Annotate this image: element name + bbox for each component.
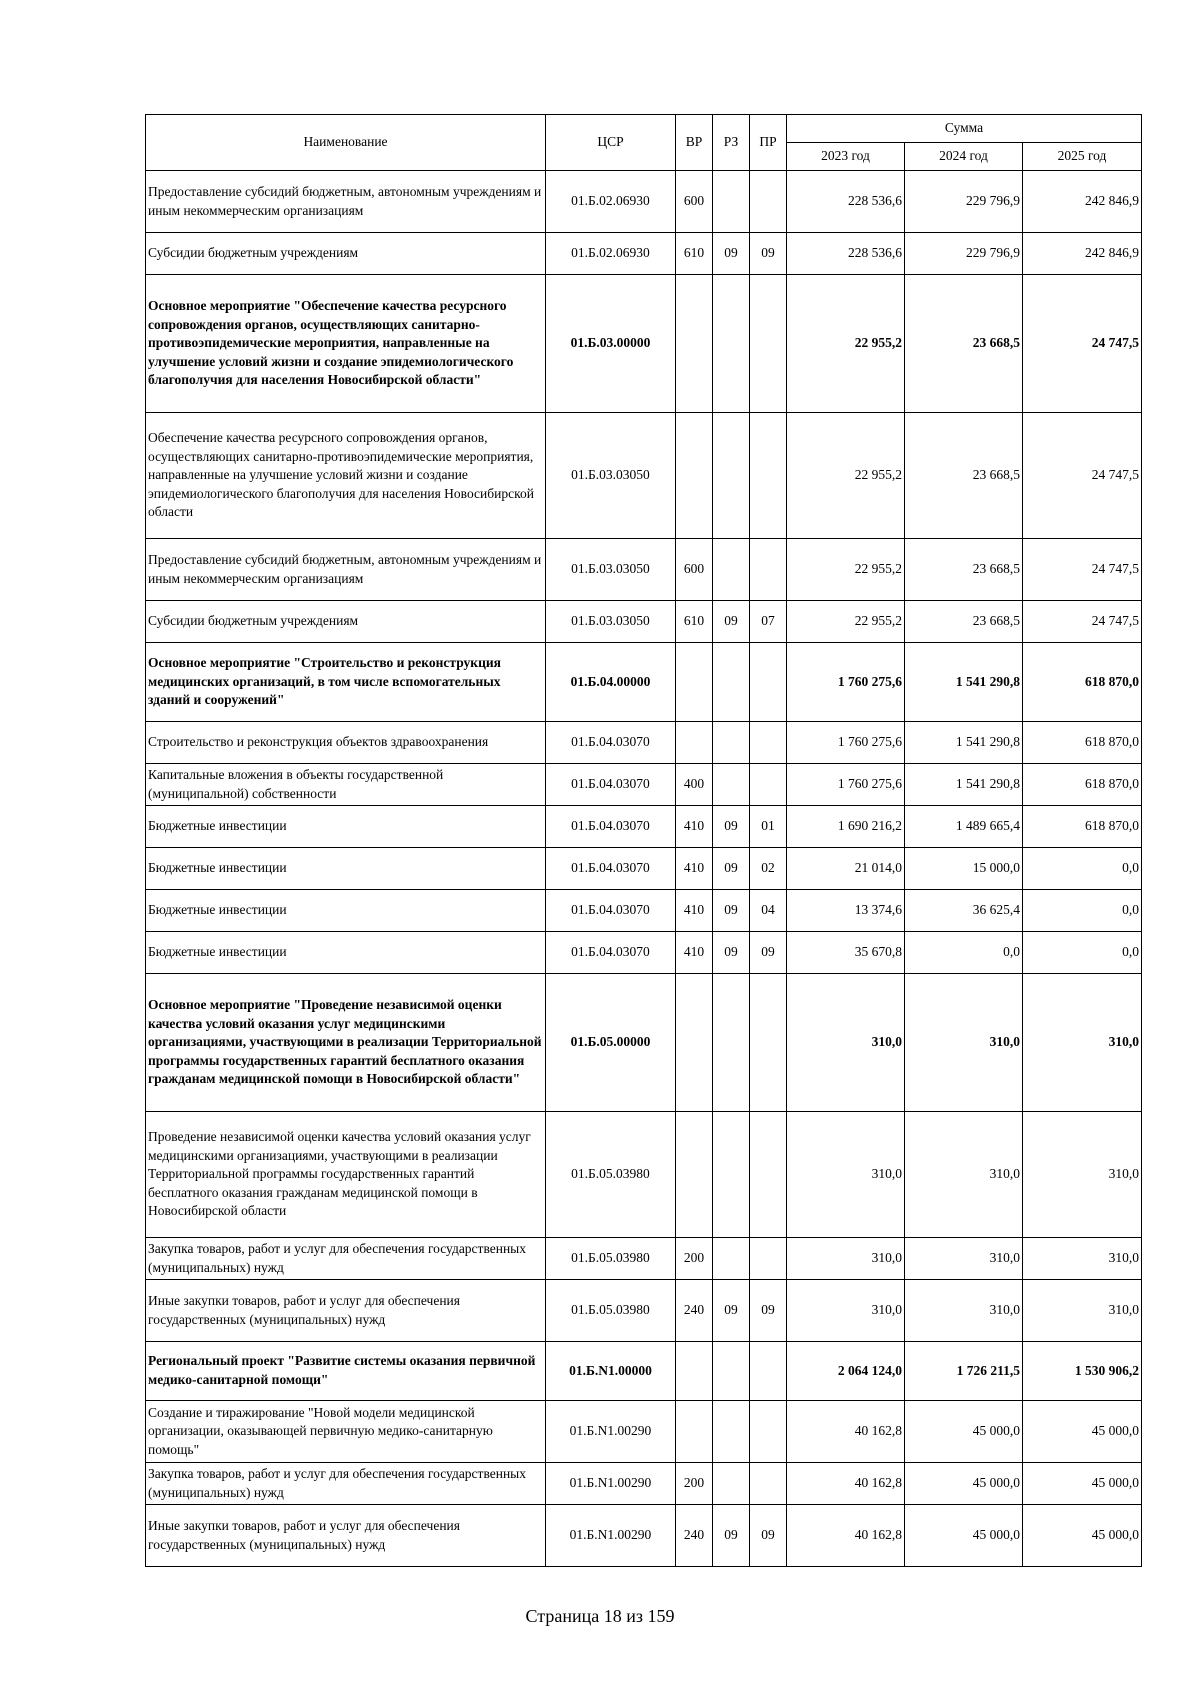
table-row [146, 848, 1142, 890]
header-vr: ВР [676, 115, 713, 171]
cell-csr: 01.Б.05.03980 [546, 1280, 676, 1342]
cell-csr: 01.Б.N1.00290 [546, 1463, 676, 1505]
cell-rz [713, 413, 750, 539]
cell-2025: 24 747,5 [1023, 275, 1142, 413]
cell-pr: 09 [750, 1280, 787, 1342]
cell-rz: 09 [713, 890, 750, 932]
cell-rz [713, 974, 750, 1112]
budget-table [145, 114, 1142, 1567]
cell-2024: 15 000,0 [905, 848, 1023, 890]
cell-pr [750, 1401, 787, 1463]
cell-name: Предоставление субсидий бюджетным, автономным учреждениям и иным некоммерческим организациям [146, 171, 546, 233]
cell-2025: 618 870,0 [1023, 806, 1142, 848]
cell-rz [713, 1238, 750, 1280]
cell-csr: 01.Б.02.06930 [546, 233, 676, 275]
cell-2024: 310,0 [905, 974, 1023, 1112]
cell-vr [676, 1401, 713, 1463]
cell-vr [676, 1342, 713, 1401]
cell-vr: 400 [676, 764, 713, 806]
cell-2023: 22 955,2 [787, 601, 905, 643]
header-rz: РЗ [713, 115, 750, 171]
cell-pr [750, 275, 787, 413]
cell-2024: 36 625,4 [905, 890, 1023, 932]
cell-2025: 0,0 [1023, 932, 1142, 974]
cell-name: Субсидии бюджетным учреждениям [146, 233, 546, 275]
cell-vr [676, 1112, 713, 1238]
cell-rz [713, 1401, 750, 1463]
cell-pr [750, 413, 787, 539]
cell-csr: 01.Б.04.03070 [546, 890, 676, 932]
cell-vr: 410 [676, 890, 713, 932]
cell-2023: 1 760 275,6 [787, 764, 905, 806]
cell-2024: 1 541 290,8 [905, 764, 1023, 806]
cell-rz: 09 [713, 806, 750, 848]
header-name: Наименование [146, 115, 546, 171]
cell-name: Бюджетные инвестиции [146, 932, 546, 974]
header-csr: ЦСР [546, 115, 676, 171]
cell-2025: 0,0 [1023, 848, 1142, 890]
cell-vr: 610 [676, 601, 713, 643]
table-row [146, 932, 1142, 974]
cell-2023: 22 955,2 [787, 275, 905, 413]
cell-pr [750, 1463, 787, 1505]
cell-vr: 410 [676, 932, 713, 974]
cell-csr: 01.Б.04.00000 [546, 643, 676, 722]
cell-2023: 310,0 [787, 1112, 905, 1238]
cell-2023: 1 690 216,2 [787, 806, 905, 848]
cell-csr: 01.Б.04.03070 [546, 848, 676, 890]
cell-2025: 618 870,0 [1023, 722, 1142, 764]
table-row [146, 171, 1142, 233]
cell-rz [713, 722, 750, 764]
cell-vr [676, 974, 713, 1112]
cell-pr [750, 1238, 787, 1280]
cell-vr: 600 [676, 171, 713, 233]
table-row [146, 806, 1142, 848]
table-row [146, 1401, 1142, 1463]
cell-2023: 1 760 275,6 [787, 722, 905, 764]
cell-vr [676, 722, 713, 764]
cell-name: Региональный проект "Развитие системы оказания первичной медико-санитарной помощи" [146, 1342, 546, 1401]
cell-2023: 21 014,0 [787, 848, 905, 890]
cell-2024: 0,0 [905, 932, 1023, 974]
cell-2023: 40 162,8 [787, 1463, 905, 1505]
cell-rz: 09 [713, 233, 750, 275]
cell-2024: 23 668,5 [905, 413, 1023, 539]
table-row [146, 413, 1142, 539]
cell-2024: 23 668,5 [905, 275, 1023, 413]
table-header [146, 115, 1142, 171]
header-2023: 2023 год [787, 143, 905, 171]
table-row [146, 1238, 1142, 1280]
cell-csr: 01.Б.N1.00290 [546, 1401, 676, 1463]
cell-name: Бюджетные инвестиции [146, 806, 546, 848]
cell-vr: 410 [676, 848, 713, 890]
cell-2023: 35 670,8 [787, 932, 905, 974]
cell-2025: 310,0 [1023, 1112, 1142, 1238]
cell-2024: 1 541 290,8 [905, 643, 1023, 722]
cell-name: Иные закупки товаров, работ и услуг для обеспечения государственных (муниципальных) нужд [146, 1505, 546, 1567]
cell-pr [750, 764, 787, 806]
cell-pr [750, 722, 787, 764]
table-row [146, 764, 1142, 806]
cell-name: Строительство и реконструкция объектов здравоохранения [146, 722, 546, 764]
table-row [146, 1342, 1142, 1401]
cell-name: Создание и тиражирование "Новой модели медицинской организации, оказывающей первичную медико-санитарную помощь" [146, 1401, 546, 1463]
cell-2024: 45 000,0 [905, 1463, 1023, 1505]
table-row [146, 890, 1142, 932]
header-2024: 2024 год [905, 143, 1023, 171]
cell-2024: 229 796,9 [905, 233, 1023, 275]
cell-2023: 13 374,6 [787, 890, 905, 932]
cell-2024: 1 726 211,5 [905, 1342, 1023, 1401]
cell-pr: 04 [750, 890, 787, 932]
cell-rz [713, 764, 750, 806]
cell-2025: 310,0 [1023, 974, 1142, 1112]
cell-csr: 01.Б.03.03050 [546, 413, 676, 539]
cell-2025: 45 000,0 [1023, 1505, 1142, 1567]
cell-rz: 09 [713, 1280, 750, 1342]
cell-2023: 22 955,2 [787, 413, 905, 539]
cell-csr: 01.Б.03.03050 [546, 539, 676, 601]
cell-2024: 23 668,5 [905, 539, 1023, 601]
cell-vr: 200 [676, 1238, 713, 1280]
cell-pr: 01 [750, 806, 787, 848]
cell-2023: 228 536,6 [787, 233, 905, 275]
cell-pr [750, 1342, 787, 1401]
cell-name: Капитальные вложения в объекты государственной (муниципальной) собственности [146, 764, 546, 806]
cell-csr: 01.Б.N1.00290 [546, 1505, 676, 1567]
cell-2025: 618 870,0 [1023, 643, 1142, 722]
cell-vr [676, 413, 713, 539]
cell-2025: 242 846,9 [1023, 171, 1142, 233]
cell-pr [750, 643, 787, 722]
cell-2025: 45 000,0 [1023, 1401, 1142, 1463]
cell-rz [713, 1463, 750, 1505]
table-row [146, 275, 1142, 413]
cell-pr: 02 [750, 848, 787, 890]
cell-rz [713, 275, 750, 413]
cell-vr: 200 [676, 1463, 713, 1505]
header-2025: 2025 год [1023, 143, 1142, 171]
cell-2023: 228 536,6 [787, 171, 905, 233]
cell-pr: 09 [750, 233, 787, 275]
cell-name: Иные закупки товаров, работ и услуг для обеспечения государственных (муниципальных) нужд [146, 1280, 546, 1342]
cell-2023: 40 162,8 [787, 1401, 905, 1463]
cell-2023: 1 760 275,6 [787, 643, 905, 722]
cell-pr [750, 1112, 787, 1238]
cell-2023: 22 955,2 [787, 539, 905, 601]
cell-rz [713, 643, 750, 722]
cell-2024: 1 489 665,4 [905, 806, 1023, 848]
cell-2023: 310,0 [787, 974, 905, 1112]
cell-csr: 01.Б.04.03070 [546, 764, 676, 806]
cell-rz [713, 539, 750, 601]
cell-2025: 24 747,5 [1023, 539, 1142, 601]
cell-2023: 310,0 [787, 1238, 905, 1280]
cell-2023: 310,0 [787, 1280, 905, 1342]
table-row [146, 974, 1142, 1112]
cell-2025: 24 747,5 [1023, 413, 1142, 539]
cell-rz: 09 [713, 932, 750, 974]
cell-name: Закупка товаров, работ и услуг для обеспечения государственных (муниципальных) нужд [146, 1463, 546, 1505]
header-pr: ПР [750, 115, 787, 171]
cell-pr: 07 [750, 601, 787, 643]
cell-2025: 242 846,9 [1023, 233, 1142, 275]
cell-csr: 01.Б.03.03050 [546, 601, 676, 643]
cell-pr [750, 539, 787, 601]
cell-csr: 01.Б.05.03980 [546, 1238, 676, 1280]
cell-2024: 229 796,9 [905, 171, 1023, 233]
cell-2025: 24 747,5 [1023, 601, 1142, 643]
cell-vr [676, 275, 713, 413]
cell-vr [676, 643, 713, 722]
table-row [146, 1463, 1142, 1505]
cell-pr: 09 [750, 932, 787, 974]
table-row [146, 601, 1142, 643]
cell-vr: 240 [676, 1280, 713, 1342]
cell-vr: 240 [676, 1505, 713, 1567]
cell-rz: 09 [713, 601, 750, 643]
cell-2024: 45 000,0 [905, 1505, 1023, 1567]
cell-csr: 01.Б.05.03980 [546, 1112, 676, 1238]
cell-name: Закупка товаров, работ и услуг для обеспечения государственных (муниципальных) нужд [146, 1238, 546, 1280]
cell-2024: 1 541 290,8 [905, 722, 1023, 764]
table-row [146, 1112, 1142, 1238]
cell-csr: 01.Б.04.03070 [546, 806, 676, 848]
cell-csr: 01.Б.02.06930 [546, 171, 676, 233]
cell-pr [750, 171, 787, 233]
cell-vr: 610 [676, 233, 713, 275]
cell-name: Основное мероприятие "Обеспечение качества ресурсного сопровождения органов, осуществляющих санитарно-противоэпидемические мероприятия, направленные на улучшение условий жизни и создание эпидемиологического благополучия для населения Новосибирской области" [146, 275, 546, 413]
cell-2025: 0,0 [1023, 890, 1142, 932]
table-row [146, 1280, 1142, 1342]
table-row [146, 233, 1142, 275]
cell-csr: 01.Б.04.03070 [546, 932, 676, 974]
cell-vr: 600 [676, 539, 713, 601]
cell-rz [713, 171, 750, 233]
cell-rz [713, 1342, 750, 1401]
cell-rz: 09 [713, 848, 750, 890]
cell-name: Основное мероприятие "Строительство и реконструкция медицинских организаций, в том числе вспомогательных зданий и сооружений" [146, 643, 546, 722]
cell-2025: 310,0 [1023, 1280, 1142, 1342]
cell-2024: 45 000,0 [905, 1401, 1023, 1463]
cell-name: Основное мероприятие "Проведение независимой оценки качества условий оказания услуг медицинскими организациями, участвующими в реализации Территориальной программы государственных гарантий бесплатного оказания гражданам медицинской помощи в Новосибирской области" [146, 974, 546, 1112]
cell-csr: 01.Б.04.03070 [546, 722, 676, 764]
table-row [146, 1505, 1142, 1567]
cell-2024: 310,0 [905, 1112, 1023, 1238]
cell-2025: 310,0 [1023, 1238, 1142, 1280]
cell-name: Обеспечение качества ресурсного сопровождения органов, осуществляющих санитарно-противоэпидемические мероприятия, направленные на улучшение условий жизни и создание эпидемиологического благополучия для населения Новосибирской области [146, 413, 546, 539]
cell-csr: 01.Б.N1.00000 [546, 1342, 676, 1401]
cell-2025: 1 530 906,2 [1023, 1342, 1142, 1401]
cell-pr [750, 974, 787, 1112]
cell-csr: 01.Б.03.00000 [546, 275, 676, 413]
cell-pr: 09 [750, 1505, 787, 1567]
cell-2025: 618 870,0 [1023, 764, 1142, 806]
table-row [146, 643, 1142, 722]
cell-name: Предоставление субсидий бюджетным, автономным учреждениям и иным некоммерческим организациям [146, 539, 546, 601]
cell-vr: 410 [676, 806, 713, 848]
header-sum: Сумма [787, 115, 1142, 143]
cell-2024: 310,0 [905, 1280, 1023, 1342]
table-body [146, 171, 1142, 1567]
cell-2023: 2 064 124,0 [787, 1342, 905, 1401]
cell-name: Бюджетные инвестиции [146, 890, 546, 932]
table-row [146, 722, 1142, 764]
cell-2025: 45 000,0 [1023, 1463, 1142, 1505]
cell-csr: 01.Б.05.00000 [546, 974, 676, 1112]
cell-rz [713, 1112, 750, 1238]
cell-name: Бюджетные инвестиции [146, 848, 546, 890]
cell-2024: 23 668,5 [905, 601, 1023, 643]
page-number: Страница 18 из 159 [525, 1606, 675, 1626]
cell-2024: 310,0 [905, 1238, 1023, 1280]
cell-2023: 40 162,8 [787, 1505, 905, 1567]
cell-rz: 09 [713, 1505, 750, 1567]
cell-name: Субсидии бюджетным учреждениям [146, 601, 546, 643]
cell-name: Проведение независимой оценки качества условий оказания услуг медицинскими организациями, участвующими в реализации Территориальной программы государственных гарантий бесплатного оказания гражданам медицинской помощи в Новосибирской области [146, 1112, 546, 1238]
table-row [146, 539, 1142, 601]
